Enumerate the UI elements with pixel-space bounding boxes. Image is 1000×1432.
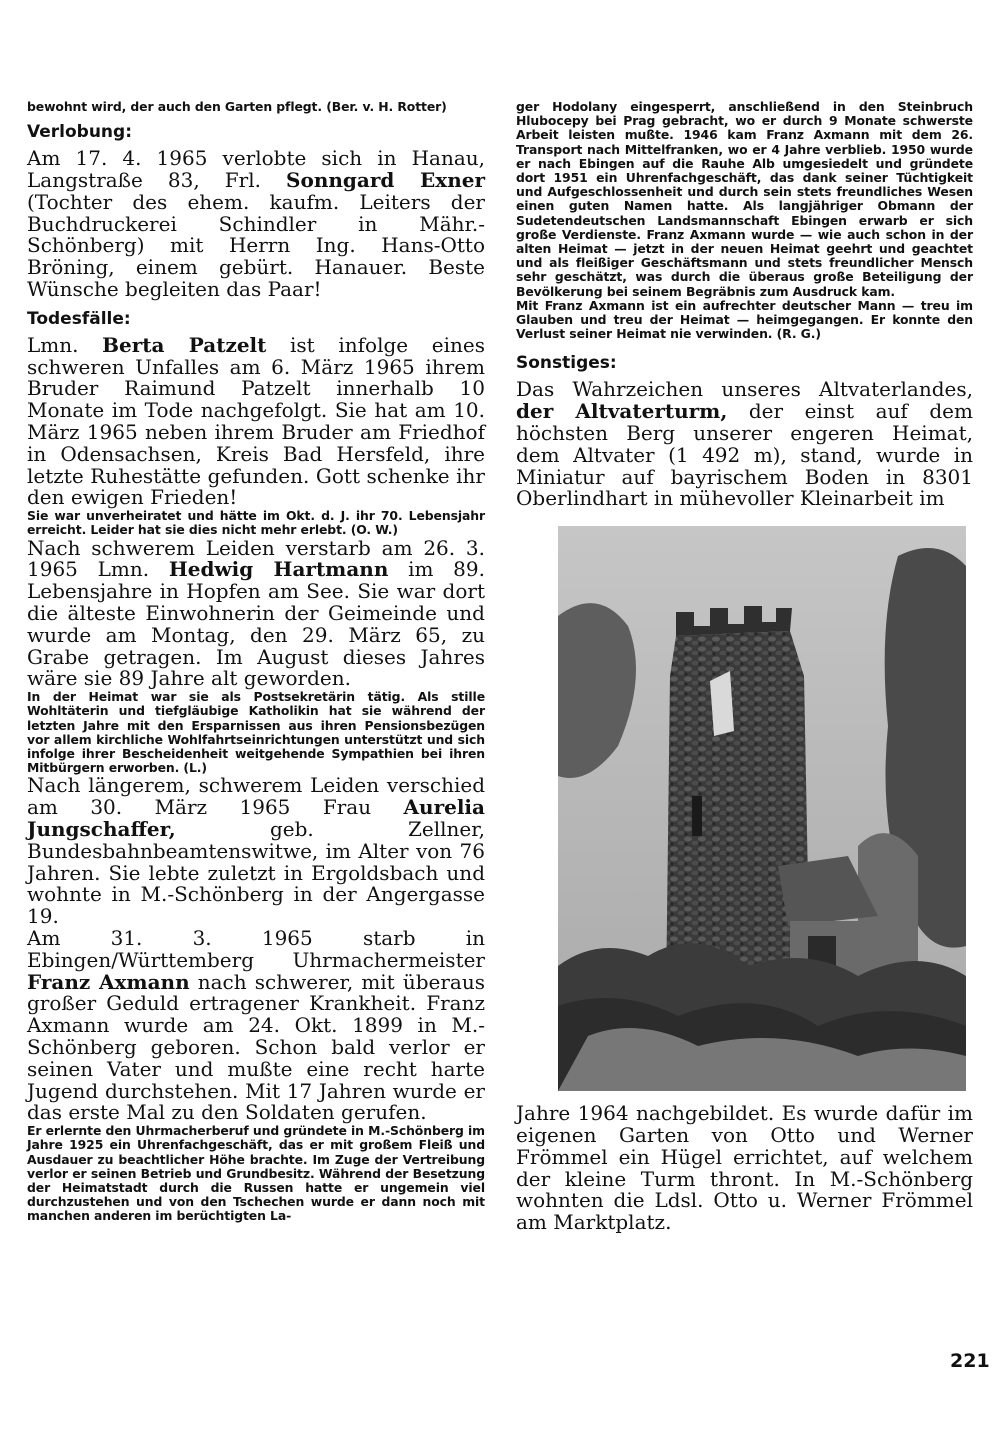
hartmann-note: In der Heimat war sie als Postsekretärin tätig. Als stille Wohltäterin und tiefgläubige Katholikin hat sie während der letzten Jahre mit den Ersparnissen aus ihren Pensionsbezügen vor allem kirchliche Wohlfahrtseinrichtungen unterstützt und sich infolge ihrer Bescheidenheit weitgehende Sympathien bei ihren Mitbürgern erworben. (L.) [27, 689, 485, 776]
verlobung-text: Am 17. 4. 1965 verlobte sich in Hanau, Langstraße 83, Frl. Sonngard Exner (Tochter des ehem. kaufm. Leiters der Buchdruckerei Schindler in Mähr.-Schönberg) mit Herrn Ing. Hans-Otto Bröning, einem gebürt. Hanauer. Beste Wünsche begleiten das Paar! [27, 146, 485, 301]
patzelt-note: Sie war unverheiratet und hätte im Okt. d. J. ihr 70. Lebensjahr erreicht. Leider hat sie dies nicht mehr erlebt. (O. W.) [27, 508, 485, 538]
axmann-closing-note: Mit Franz Axmann ist ein aufrechter deutscher Mann — treu im Glauben und treu der Heimat — heimgegangen. Er konnte den Verlust seiner Heimat nie verwinden. (R. G.) [516, 297, 973, 342]
tower-photo [558, 526, 966, 1091]
altvaterturm-text: Das Wahrzeichen unseres Altvaterlandes, der Altvaterturm, der einst auf dem höchsten Berg unserer engeren Heimat, dem Altvater (1 492 m), stand, wurde in Miniatur auf bayrischem Boden in 8301 Oberlindhart in mühevoller Kleinarbeit im [516, 377, 973, 511]
axmann-text: Am 31. 3. 1965 starb in Ebingen/Württemberg Uhrmachermeister Franz Axmann nach schwerer, mit überaus großer Geduld ertragener Krankheit. Franz Axmann wurde am 24. Okt. 1899 in M.-Schönberg geboren. Schon bald verlor er seinen Vater und mußte eine recht harte Jugend durchstehen. Mit 17 Jahren wurde er das erste Mal zu den Soldaten gerufen. [27, 925, 485, 1125]
right-column [516, 100, 973, 1234]
left-column [27, 100, 485, 1224]
heading-todesfaelle: Todesfälle: [27, 308, 131, 329]
axmann-note-continued: ger Hodolany eingesperrt, anschließend in den Steinbruch Hlubocepy bei Prag gebracht, wo er durch 9 Monate schwerste Arbeit leisten mußte. 1946 kam Franz Axmann mit dem 26. Transport nach Mittelfranken, wo er 4 Jahre verblieb. 1950 wurde er nach Ebingen auf die Rauhe Alb umgesiedelt und gründete dort 1951 ein Uhrenfachgeschäft, das dank seiner Tüchtigkeit und Aufgeschlossenheit und durch sein stets freundliches Wesen einen guten Namen hatte. Als langjähriger Obmann der Sudetendeutschen Landsmannschaft Ebingen erwarb er sich große Verdienste. Franz Axmann wurde — wie auch schon in der alten Heimat — jetzt in der neuen Heimat geehrt und geachtet und als fleißiger Geschäftsmann und stets freundlicher Mensch sehr geschätzt, was durch die überaus große Beteiligung der Bevölkerung bei seinem Begräbnis zum Ausdruck kam. [516, 99, 973, 299]
hartmann-text: Nach schwerem Leiden verstarb am 26. 3. 1965 Lmn. Hedwig Hartmann im 89. Lebensjahre in Hopfen am See. Sie war dort die älteste Einwohnerin der Geimeinde und wurde am Montag, den 29. März 65, zu Grabe getragen. Im August dieses Jahres wäre sie 89 Jahre alt geworden. [27, 535, 485, 691]
name-jungschaffer: Aurelia Jungschaffer, [27, 795, 485, 841]
name-patzelt: Berta Patzelt [102, 332, 267, 357]
name-axmann: Franz Axmann [27, 969, 190, 994]
intro-note: bewohnt wird, der auch den Garten pflegt. (Ber. v. H. Rotter) [27, 99, 447, 114]
axmann-note: Er erlernte den Uhrmacherberuf und gründete in M.-Schönberg im Jahre 1925 ein Uhrenfachgeschäft, das er mit großem Fleiß und Ausdauer zu beachtlicher Höhe brachte. Im Zuge der Vertreibung verlor er seinen Betrieb und Grundbesitz. Während der Besetzung der Heimatstadt durch die Russen hatte er ungemein viel durchzustehen und von den Tschechen wurde er dann noch mit manchen anderen im berüchtigten La- [27, 1123, 485, 1224]
heading-sonstiges: Sonstiges: [516, 353, 617, 374]
patzelt-text: Lmn. Berta Patzelt ist infolge eines schweren Unfalles am 6. März 1965 ihrem Bruder Raimund Patzelt innerhalb 10 Monate im Tode nachgefolgt. Sie hat am 10. März 1965 neben ihrem Bruder am Friedhof in Odensachsen, Kreis Bad Hersfeld, ihre letzte Ruhestätte gefunden. Gott schenke ihr den ewigen Frieden! [27, 332, 485, 510]
jungschaffer-text: Nach längerem, schwerem Leiden verschied am 30. März 1965 Frau Aurelia Jungschaffer, geb. Zellner, Bundesbahnbeamtenswitwe, im Alter von 76 Jahren. Sie lebte zuletzt in Ergoldsbach und wohnte in M.-Schönberg in der Angergasse 19. [27, 773, 485, 929]
tower-illustration [558, 526, 966, 1091]
page-number: 221 [950, 1350, 990, 1372]
name-altvaterturm: der Altvaterturm, [516, 399, 728, 424]
altvaterturm-continued: Jahre 1964 nachgebildet. Es wurde dafür im eigenen Garten von Otto und Werner Frömmel ein Hügel errichtet, auf welchem der kleine Turm thront. In M.-Schönberg wohnten die Ldsl. Otto u. Werner Frömmel am Marktplatz. [516, 1101, 973, 1235]
heading-verlobung: Verlobung: [27, 122, 132, 143]
name-hartmann: Hedwig Hartmann [168, 557, 389, 582]
name-exner: Sonngard Exner [286, 168, 485, 192]
